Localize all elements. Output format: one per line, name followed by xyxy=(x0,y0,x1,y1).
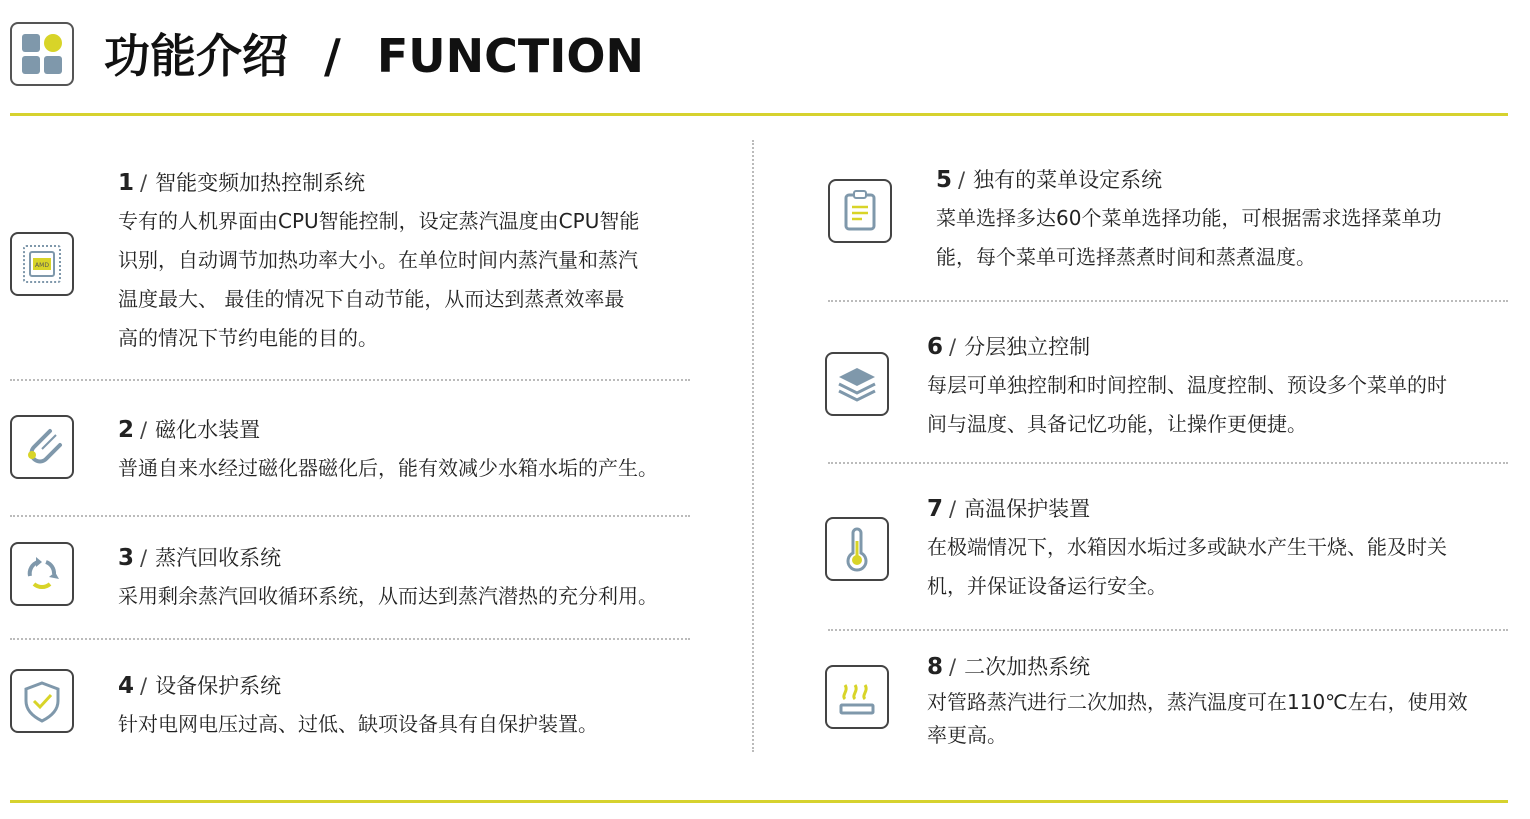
feature-title: 蒸汽回收系统 xyxy=(155,546,282,570)
feature-number: 2 xyxy=(118,417,135,443)
feature-separator: / xyxy=(140,674,148,698)
footer-line xyxy=(10,800,1508,803)
title-en: FUNCTION xyxy=(376,29,644,83)
feature-3 xyxy=(118,543,738,616)
feature-number: 3 xyxy=(118,545,135,571)
feature-number: 1 xyxy=(118,170,135,196)
feature-title: 高温保护装置 xyxy=(964,497,1091,521)
page-header xyxy=(0,0,1530,118)
row-divider xyxy=(10,515,690,517)
grid-app-icon xyxy=(10,22,74,86)
title-cn: 功能介绍 xyxy=(104,29,288,83)
feature-description: 在极端情况下，水箱因水垢过多或缺水产生干烧、能及时关 机，并保证设备运行安全。 xyxy=(927,535,1447,598)
feature-7 xyxy=(927,494,1517,606)
feature-description: 对管路蒸汽进行二次加热，蒸汽温度可在110℃左右，使用效 率更高。 xyxy=(927,690,1468,747)
feature-description: 普通自来水经过磁化器磁化后，能有效减少水箱水垢的产生。 xyxy=(118,456,658,480)
feature-5 xyxy=(936,165,1516,277)
feature-number: 8 xyxy=(927,654,944,680)
feature-separator: / xyxy=(949,335,957,359)
feature-number: 7 xyxy=(927,496,944,522)
feature-number: 5 xyxy=(936,167,953,193)
clipboard-menu-icon xyxy=(828,179,892,243)
page-title xyxy=(104,26,644,86)
feature-separator: / xyxy=(958,168,966,192)
thermometer-icon xyxy=(825,517,889,581)
header-underline xyxy=(10,113,1508,116)
row-divider xyxy=(828,300,1508,302)
svg-text:AMD: AMD xyxy=(35,262,49,269)
feature-number: 6 xyxy=(927,334,944,360)
feature-title: 分层独立控制 xyxy=(964,335,1091,359)
feature-separator: / xyxy=(140,171,148,195)
magnet-icon xyxy=(10,415,74,479)
feature-title: 智能变频加热控制系统 xyxy=(155,171,366,195)
feature-description: 每层可单独控制和时间控制、温度控制、预设多个菜单的时 间与温度、具备记忆功能，让操作更便捷。 xyxy=(927,373,1447,436)
feature-8 xyxy=(927,652,1522,752)
heating-icon xyxy=(825,665,889,729)
feature-title: 设备保护系统 xyxy=(155,674,282,698)
row-divider xyxy=(828,629,1508,631)
row-divider xyxy=(10,638,690,640)
feature-title: 磁化水装置 xyxy=(155,418,261,442)
layers-icon xyxy=(825,352,889,416)
column-divider xyxy=(752,140,754,752)
feature-title: 二次加热系统 xyxy=(964,655,1091,679)
feature-separator: / xyxy=(140,546,148,570)
feature-6 xyxy=(927,332,1517,444)
feature-2 xyxy=(118,415,738,488)
row-divider xyxy=(10,379,690,381)
shield-check-icon xyxy=(10,669,74,733)
feature-description: 专有的人机界面由CPU智能控制，设定蒸汽温度由CPU智能 识别，自动调节加热功率大小。在单位时间内蒸汽量和蒸汽 温度最大、 最佳的情况下自动节能，从而达到蒸煮效率最 高的情况下节约电能的目的。 xyxy=(118,209,640,350)
feature-description: 菜单选择多达60个菜单选择功能，可根据需求选择菜单功 能，每个菜单可选择蒸煮时间和蒸煮温度。 xyxy=(936,206,1442,269)
feature-1 xyxy=(118,168,738,358)
row-divider xyxy=(828,462,1508,464)
feature-title: 独有的菜单设定系统 xyxy=(973,168,1163,192)
feature-separator: / xyxy=(949,497,957,521)
recycle-icon xyxy=(10,542,74,606)
feature-separator: / xyxy=(140,418,148,442)
title-separator: / xyxy=(324,29,341,83)
feature-number: 4 xyxy=(118,673,135,699)
feature-description: 针对电网电压过高、过低、缺项设备具有自保护装置。 xyxy=(118,712,598,736)
cpu-chip-icon xyxy=(10,232,74,296)
feature-4 xyxy=(118,671,738,744)
feature-description: 采用剩余蒸汽回收循环系统，从而达到蒸汽潜热的充分利用。 xyxy=(118,584,658,608)
feature-separator: / xyxy=(949,655,957,679)
